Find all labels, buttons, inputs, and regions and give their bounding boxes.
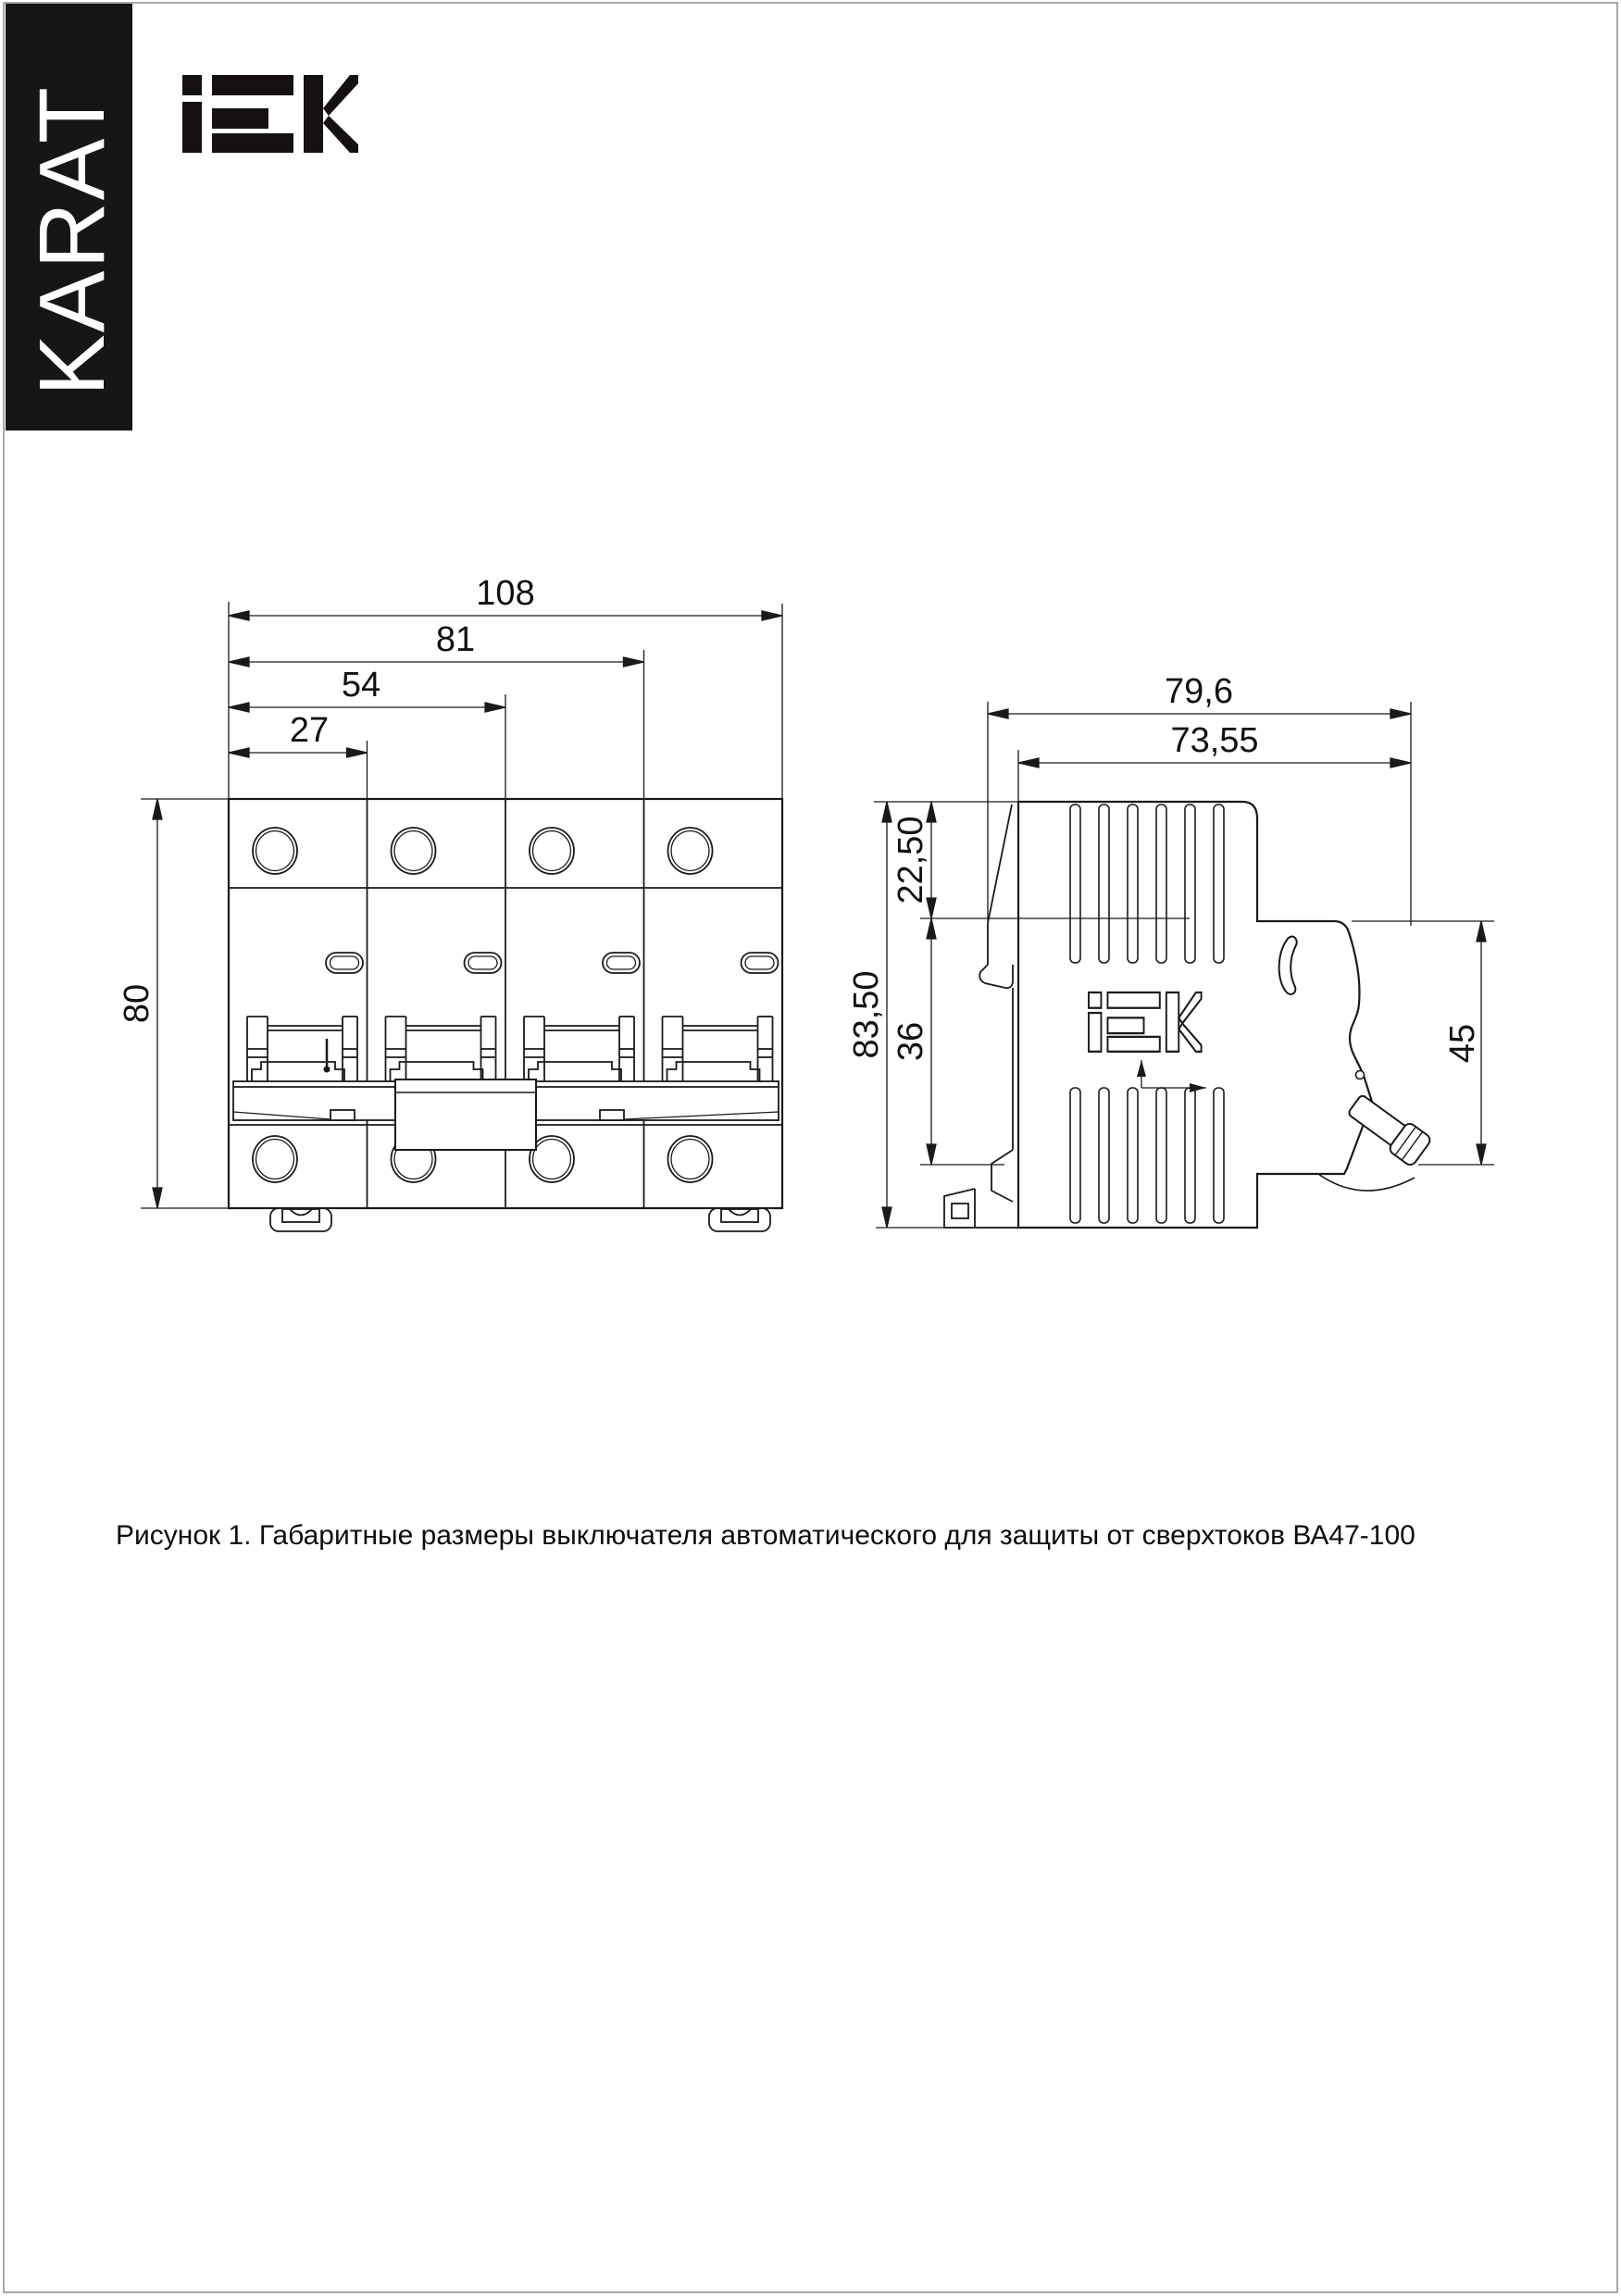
dim-front-height: 80 [118, 983, 156, 1024]
figure-caption: Рисунок 1. Габаритные размеры выключателя автоматического для защиты от сверхтоков ВА47-100 [116, 1520, 1415, 1551]
brand-sidebar [6, 4, 132, 430]
dim-top-to-rail: 22,50 [892, 816, 930, 905]
dim-total-width: 108 [476, 574, 535, 613]
dim-front-height-45: 45 [1443, 1023, 1482, 1064]
dim-width-three-poles: 81 [435, 620, 476, 659]
brand-sidebar-label: KARAT [20, 85, 124, 396]
dim-total-height: 83,50 [847, 970, 886, 1059]
dim-total-depth: 79,6 [1165, 672, 1233, 711]
dim-body-depth: 73,55 [1170, 721, 1259, 760]
dim-width-one-pole: 27 [289, 711, 330, 750]
dim-width-two-poles: 54 [341, 666, 381, 705]
handle-center-pad [395, 1079, 536, 1150]
dim-rail-zone: 36 [892, 1021, 930, 1062]
front-face-hole [1356, 1071, 1365, 1079]
